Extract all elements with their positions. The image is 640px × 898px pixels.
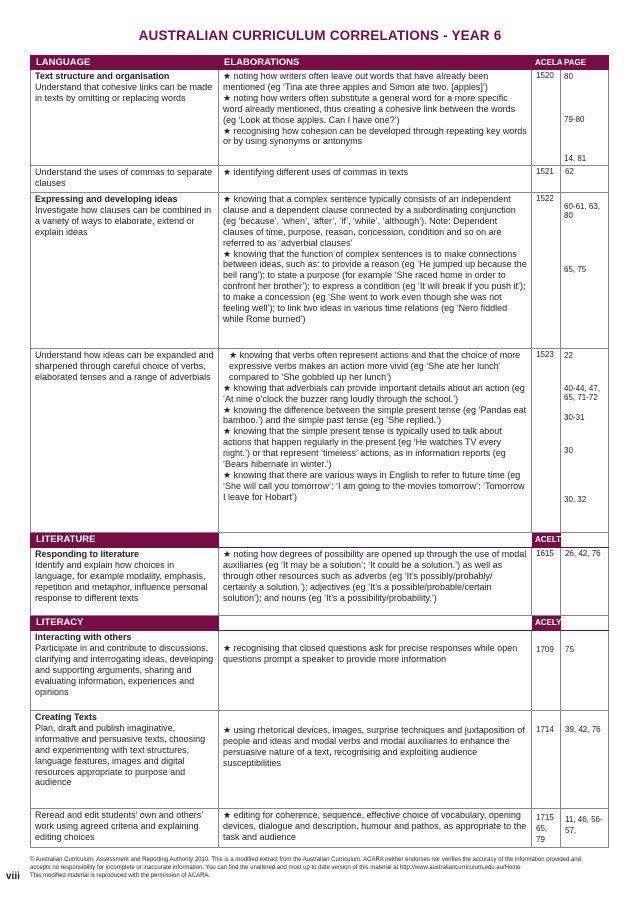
page-ref: 30, 32 xyxy=(564,495,587,504)
elaboration-item: ★ noting how writers often leave out words that have already been mentioned (eg ‘Tina ate three apples and Simon ate two. [apples]’) xyxy=(223,71,489,92)
outcome-cell xyxy=(31,349,219,533)
elaboration-item: ★ editing for coherence, sequence, effective choice of vocabulary, opening devices, dialogue and description, humour and pathos, as appropriate to the task and audience xyxy=(223,810,527,842)
page-cell: 11, 46, 56-57, xyxy=(561,809,609,848)
code-cell: 1522 xyxy=(532,193,561,349)
elaboration-item: ★ knowing that the simple present tense is typically used to talk about actions that happen regularly in the present (eg ‘He watches TV every night.’) or that represent ‘timeless’ actions, as in information reports (eg ‘Bears hibernate in winter.’) xyxy=(223,426,506,470)
elaboration-item: ★ identifying different uses of commas in texts xyxy=(223,167,408,177)
page-ref: 60-61, 63, 80 xyxy=(564,202,601,220)
outcome-heading: Expressing and developing ideas xyxy=(35,194,178,204)
outcome-heading: Creating Texts xyxy=(35,712,97,722)
page-cell xyxy=(561,349,609,533)
elaboration-item: ★ noting how writers often substitute a general word for a more specific word already mentioned, thus creating a cohesive link between the words (eg ‘Look at those apples. Can I have one?’) xyxy=(223,92,516,125)
table-row xyxy=(31,193,609,349)
elaboration-item: ★ knowing that there are various ways in English to refer to future time (eg ‘She will call you tomorrow’; ‘I am going to the movies tomorrow’; ‘Tomorrow I leave for Hobart’) xyxy=(223,469,525,502)
elaboration-cell xyxy=(219,70,532,166)
section-label: LITERACY xyxy=(31,616,219,631)
header-page: PAGE xyxy=(561,56,609,70)
page-ref: 30-31 xyxy=(564,413,585,422)
elaboration-cell xyxy=(219,809,532,848)
outcome-heading: Interacting with others xyxy=(35,632,132,642)
elaboration-cell xyxy=(219,548,532,616)
section-header-literature xyxy=(31,533,609,548)
page-cell xyxy=(561,193,609,349)
table-row xyxy=(31,349,609,533)
header-acela: ACELA xyxy=(532,56,561,70)
outcome-desc: Reread and edit students’ own and others’ work using agreed criteria and explaining editing choices xyxy=(35,810,203,842)
section-label: LITERATURE xyxy=(31,533,219,548)
header-elaborations: ELABORATIONS xyxy=(219,56,532,70)
page-number: viii xyxy=(6,871,20,882)
table-row xyxy=(31,711,609,809)
elaboration-item: ★ knowing that a complex sentence typically consists of an independent clause and a dependent clause connected by a subordinating conjunction (eg ‘because’, ‘when’, ‘after’, ‘if’, ‘while’, ‘although’). Note: Dependent clauses of time, purpose, reason, concession, condition and so on are referred to as ‘adverbial clauses’ xyxy=(223,194,516,248)
code-cell: 1523 xyxy=(532,349,561,533)
page-title: AUSTRALIAN CURRICULUM CORRELATIONS - YEAR 6 xyxy=(138,28,502,43)
copyright-footer xyxy=(30,856,590,881)
section-code-label: ACELT xyxy=(532,533,561,548)
page-cell: 39, 42, 76 xyxy=(561,711,609,809)
outcome-cell xyxy=(31,193,219,349)
page-ref: 30 xyxy=(564,446,573,455)
page-ref: 65, 75 xyxy=(564,265,587,274)
elaboration-cell xyxy=(219,349,532,533)
outcome-desc: Participate in and contribute to discussions, clarifying and interrogating ideas, developing and supporting arguments, sharing and evaluating information, experiences and opinions xyxy=(35,642,214,697)
elaboration-item: ★ recognising how cohesion can be developed through repeating key words or by using synonyms or antonyms xyxy=(223,125,527,147)
elaboration-cell xyxy=(219,193,532,349)
table-row xyxy=(31,809,609,848)
outcome-desc: Understand how ideas can be expanded and sharpened through careful choice of verbs, elaborated tenses and a range of adverbials xyxy=(35,350,214,382)
table-row xyxy=(31,70,609,166)
table-header-row xyxy=(31,56,609,70)
outcome-heading: Text structure and organisation xyxy=(35,71,170,81)
page-cell: 75 xyxy=(561,631,609,711)
page-cell xyxy=(561,70,609,166)
code-cell: 1615 xyxy=(532,548,561,616)
code-cell: 1715 65, 79 xyxy=(532,809,561,848)
outcome-desc: Understand the uses of commas to separate clauses xyxy=(35,167,213,188)
outcome-desc: Investigate how clauses can be combined in a variety of ways to elaborate, extend or explain ideas xyxy=(35,204,212,237)
elaboration-item: ★ knowing that the function of complex sentences is to make connections between ideas, such as: to provide a reason (eg ‘He jumped up because the bell rang’); to state a purpose (for example ‘She raced home in order to confront her brother’); to express a condition (eg ‘It will break if you push it’); to make a concession (eg ‘She went to work even though she was not feeling well’); to link two ideas in various time relations (eg ‘Nero fiddled while Rome burned’) xyxy=(223,248,527,324)
page-cell: 26, 42, 76 xyxy=(561,548,609,616)
elaboration-cell xyxy=(219,631,532,711)
elaboration-cell xyxy=(219,711,532,809)
elaboration-item: ★ recognising that closed questions ask for precise responses while open questions prompt a speaker to provide more information xyxy=(223,643,518,664)
outcome-cell xyxy=(31,809,219,848)
outcome-cell xyxy=(31,70,219,166)
table-row xyxy=(31,548,609,616)
page-ref: 14, 81 xyxy=(564,154,587,163)
permission-text: This modified material is reproduced with the permission of ACARA. xyxy=(30,873,211,880)
page-ref: 22 xyxy=(564,351,573,360)
header-language: LANGUAGE xyxy=(31,56,219,70)
page-ref: 79-80 xyxy=(564,115,585,124)
elaboration-item: ★ using rhetorical devices, images, surprise techniques and juxtaposition of people and ideas and modal verbs and modal auxiliaries to enhance the persuasive nature of a text, recognising and exploiting audience susceptibilities xyxy=(223,725,525,768)
code-cell: 1709 xyxy=(532,631,561,711)
section-code-label: ACELY xyxy=(532,616,561,631)
correlations-table xyxy=(30,55,609,848)
elaboration-item: ★ knowing that adverbials can provide important details about an action (eg ‘At nine o’clock the buzzer rang loudly through the school.’) xyxy=(223,382,525,404)
outcome-desc: Identify and explain how choices in language, for example modality, emphasis, repetition and metaphor, influence personal response to different texts xyxy=(35,559,208,603)
section-header-literacy xyxy=(31,616,609,631)
page-ref: 80 xyxy=(564,72,573,81)
elaboration-item: ★ knowing that verbs often represent actions and that the choice of more expressive verbs makes an action more vivid (eg ‘She ate her lunch’ compared to ‘She gobbled up her lunch’) xyxy=(229,350,521,382)
page-cell: 62 xyxy=(561,166,609,193)
code-cell: 1521 xyxy=(532,166,561,193)
copyright-text: © Australian Curriculum, Assessment and Reporting Authority 2010. This is a modified extract from the Australian Curriculum. ACARA neither endorses nor verifies the accuracy of the information provided and accepts no responsibility for incomplete or inaccurate information. You can find the unaltered and most up to date version of this material at http://www.australiancurriculum.edu.au/Home xyxy=(30,857,581,872)
elaboration-item: ★ knowing the difference between the simple present tense (eg ‘Pandas eat bamboo.’) and the simple past tense (eg ‘She replied.’) xyxy=(223,404,527,426)
outcome-cell xyxy=(31,711,219,809)
outcome-cell xyxy=(31,166,219,193)
code-cell: 1714 xyxy=(532,711,561,809)
table-row xyxy=(31,631,609,711)
outcome-desc: Understand that cohesive links can be made in texts by omitting or replacing words xyxy=(35,81,213,103)
outcome-cell xyxy=(31,548,219,616)
outcome-desc: Plan, draft and publish imaginative, informative and persuasive texts, choosing and experimenting with text structures, language features, images and digital resources appropriate to purpose and audience xyxy=(35,722,206,788)
elaboration-cell xyxy=(219,166,532,193)
elaboration-item: ★ noting how degrees of possibility are opened up through the use of modal auxiliaries (eg ‘It may be a solution’; ‘It could be a solution.’) as well as through other resources such as adverbs (eg ‘It’s possibly/probably/ certainly a solution.’); adjectives (eg ‘It’s a possible/probable/certain solution’); and nouns (eg ‘It’s a possibility/probability.’) xyxy=(223,549,527,603)
page-ref: 40-44, 47, 65, 71-72 xyxy=(564,384,601,402)
outcome-cell xyxy=(31,631,219,711)
table-row xyxy=(31,166,609,193)
outcome-heading: Responding to literature xyxy=(35,549,140,559)
code-cell: 1520 xyxy=(532,70,561,166)
